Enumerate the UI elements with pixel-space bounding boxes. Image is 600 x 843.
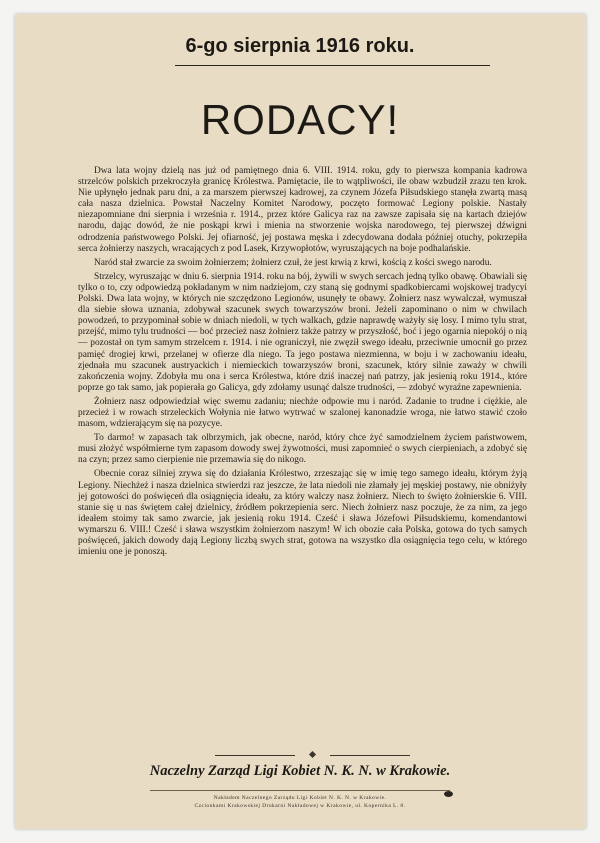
imprint-publisher: Nakładem Naczelnego Zarządu Ligi Kobiet N. K. N. w Krakowie.	[213, 795, 387, 801]
date-line: 6-go sierpnia 1916 roku.	[185, 35, 415, 57]
signature-divider-right	[330, 755, 410, 756]
date-underline	[175, 65, 490, 66]
paragraph-3: Strzelcy, wyruszając w dniu 6. sierpnia 1914. roku na bój, żywili w swych sercach jedną tylko obawę. Obawiali się tylko o to, czy odpowiedzą pokładanym w nim nadziejom, czy staną się godnymi spadkobiercami wojskowej tradycyi Polski. Dwa lata wojny, w których nie szczędzono Legionów, usunęły te obawy. Żołnierz nasz wywalczał, wymuszał dla siebie słowa uznania, zdobywał szacunek swych towarzyszów broni. Jeżeli zapominano o nim w chwilach powodzeń, to przypominał sobie w dniach niedoli, w tych walkach, gdzie naprawdę ważyły się losy. I mimo tylu strat, przejść, mimo tylu trudności — boć przecież nasz żołnierz także patrzy w przyszłość, boć i jego ogarnia niepokój o nią — pozostał on tym samym strzelcem r. 1914. i nie ograniczył, nie zwęził swego ideału, przeciwnie umocnił go przez pamięć drogiej krwi, przelanej w ofierze dla niego. Ta jego postawa niezmienna, w boju i w zachowaniu ideału, zjednała mu szacunek austryackich i niemieckich towarzyszów broni, szacunek, który silnie zaważy w chwili zakończenia wojny. Zdobyła mu ona i serca Królestwa, które dziś inaczej nań patrzy, jak jesienią roku 1914., które poprze go tak samo, jak popierała go Galicya, gdy zdołamy usunąć dalsze trudności, — zdobyć wyraźne zapewnienia.	[78, 271, 527, 393]
signature-divider-left	[215, 755, 295, 756]
proclamation-body	[78, 166, 527, 561]
paragraph-1: Dwa lata wojny dzielą nas już od pamiętnego dnia 6. VIII. 1914. roku, gdy to pierwsza kompania kadrowa strzelców polskich przekroczyła granicę Królestwa. Pamiętacie, ile to wątpliwości, ile obaw wzbudził zrazu ten krok. Nie upłynęło jednak paru dni, a za marszem pierwszej kadrowej, za czynem Józefa Piłsudskiego stanęła zwartą masą cała nasza dzielnica. Powstał Naczelny Komitet Narodowy, poczęto formować Legiony polskie. Nastały niezapomniane dni sierpnia i września r. 1914., przez które Galicya raz na zawsze zapisała się na kartach dziejów narodu, dając dowód, że nie poskąpi krwi i mienia na stworzenie wojska narodowego, tej pierwszej dźwigni odrodzenia państwowego Polski. Jej ofiarność, jej postawa męska i zdecydowana dodała później otuchy, pokrzepiła serca żołnierzy naszych, wracających z pod Lasek, Krzywopłotów, wyruszających na boje podhalańskie.	[78, 166, 527, 254]
paragraph-2: Naród stał zwarcie za swoim żołnierzem; żołnierz czuł, że jest krwią z krwi, kością z kości swego narodu.	[94, 257, 492, 268]
signature: Naczelny Zarząd Ligi Kobiet N. K. N. w Krakowie.	[149, 763, 451, 779]
page-title: RODACY!	[200, 96, 400, 143]
paragraph-5: To darmo! w zapasach tak olbrzymich, jak obecne, naród, który chce żyć samodzielnem życiem państwowem, musi złożyć współmierne tym zapasom dowody swej żywotności, musi zapomnieć o swych cierpieniach, a zdobyć się na czyn; przez samo cierpienie nie przemawia się do nikogo.	[78, 433, 527, 466]
printer-imprint	[0, 795, 600, 810]
imprint-printer: Czcionkami Krakowskiej Drukarni Nakładowej w Krakowie, ul. Kopernika L. 8.	[194, 802, 406, 809]
paragraph-6: Obecnie coraz silniej zrywa się do działania Królestwo, zrzeszając się w imię tego samego ideału, którym żyją Legiony. Niechżeż i nasza dzielnica stwierdzi raz jeszcze, że lata niedoli nie złamały jej męskiej postawy, nie obniżyły jej gotowości do poświęceń dla osiągnięcia ideału, za który walczy nasz żołnierz. Niech to święto żołnierskie 6. VIII. stanie się u nas świętem całej dzielnicy, źródłem pokrzepienia serc. Niech żołnierz nasz poczuje, że za nim, za jego ideałem stoimy tak samo zwarcie, jak jesienią roku 1914. Cześć i sława Józefowi Piłsudskiemu, komendantowi wymarszu 6. VIII.! Cześć i sława wszystkim żołnierzom naszym! W ich obozie cała Polska, gotowa do tych samych poświęceń, jakich dowody dają Legiony liczbą swych strat, gotowa na wszystko dla osiągnięcia tego celu, w którego imieniu one je ponoszą.	[78, 469, 527, 558]
paragraph-4: Żołnierz nasz odpowiedział więc swemu zadaniu; niechże odpowie mu i naród. Zadanie to trudne i ciężkie, ale przecież i w rowach strzeleckich Wołynia nie łatwo wytrwać w szalonej kanonadzie wroga, nie łatwo stawić czoło masom, wdzierającym się na pozycye.	[78, 396, 527, 430]
imprint-divider	[150, 790, 450, 791]
ink-stain	[444, 791, 453, 797]
